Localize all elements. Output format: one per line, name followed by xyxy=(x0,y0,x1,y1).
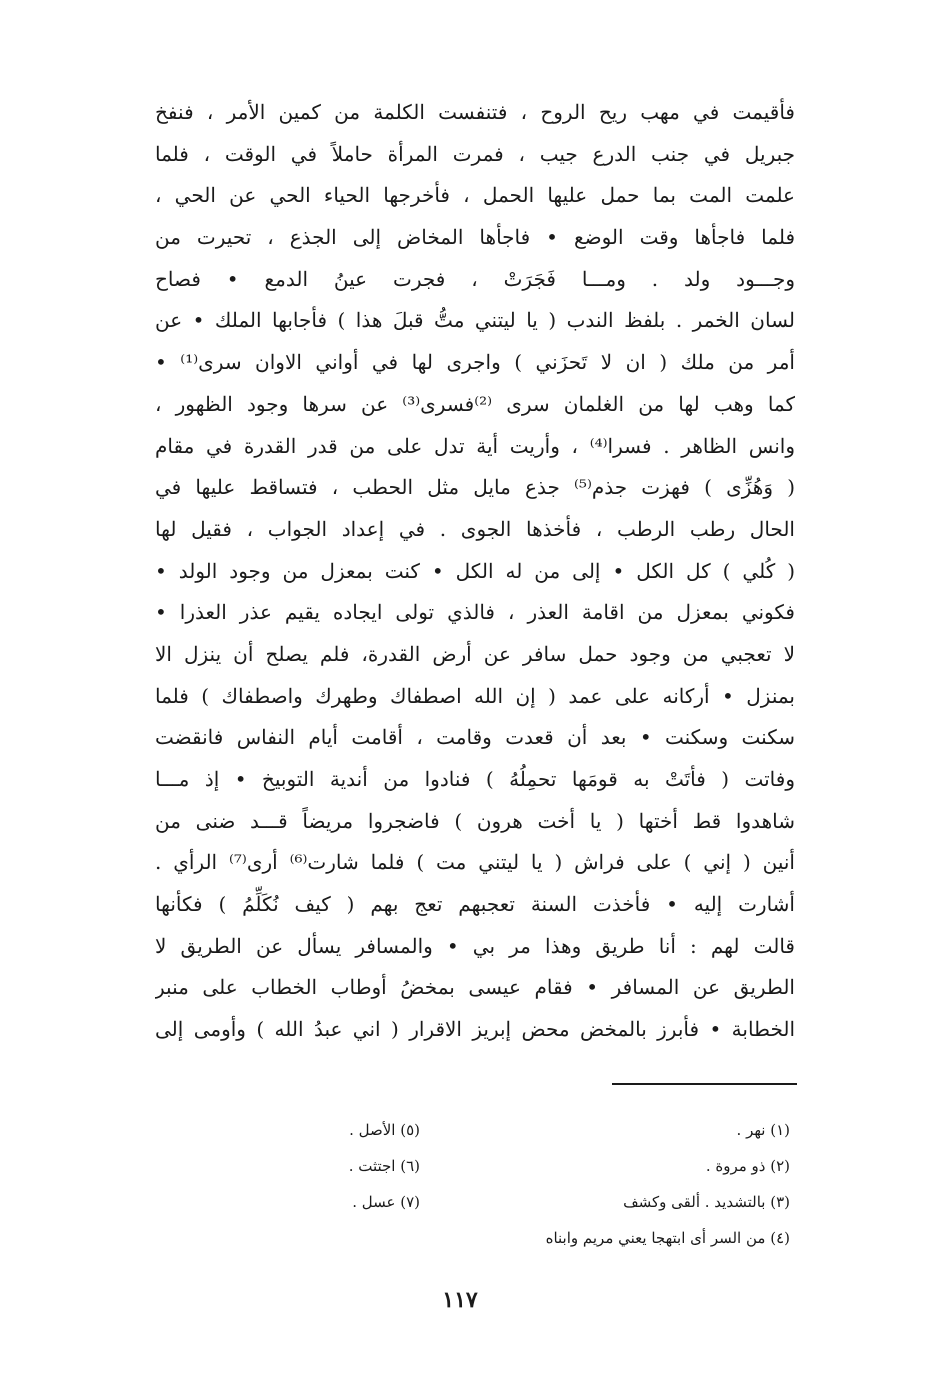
footnote: (٥) الأصل . xyxy=(349,1121,420,1139)
text-line: وانس الظاهر . فسرا⁽⁴⁾ ، وأريت أية تدل على من قدر القدرة في مقام xyxy=(155,433,795,458)
footnote-divider xyxy=(612,1083,797,1085)
footnotes-left-column xyxy=(250,1112,420,1220)
text-line: فكوني بمعزل من اقامة العذر ، فالذي تولى ايجاده يقيم عذر العذرا • xyxy=(155,600,795,625)
footnote: (٧) عسل . xyxy=(352,1193,420,1211)
text-line: ( كُلي ) كل الكل • إلى من له الكل • كنت بمعزل من وجود الولد • xyxy=(155,558,795,583)
footnote: (٢) ذو مروة . xyxy=(705,1157,790,1175)
text-line: فأقيمت في مهب ريح الروح ، فتنفست الكلمة من كمين الأمر ، فنفخ xyxy=(155,100,795,124)
footnote: (٤) من السر أى ابتهجا يعني مريم وابناه xyxy=(545,1229,790,1247)
text-line: شاهدوا قط أختها ( يا أخت هرون ) فاضجروا مريضاً قـــد ضنى من xyxy=(155,808,795,833)
text-line: بمنزل • أركانه على عمد ( إن الله اصطفاك وطهرك واصطفاك ) فلما xyxy=(155,683,795,708)
text-line: كما وهب لها من الغلمان سرى ⁽²⁾فسرى⁽³⁾ عن سرها وجود الظهور ، xyxy=(155,391,795,416)
footnote: (١) نهر . xyxy=(736,1121,790,1139)
text-line: الطريق عن المسافر • فقام عيسى بمخضُ أوطاب الخطاب على منبر xyxy=(155,975,795,1000)
body-text xyxy=(155,92,795,1051)
page-number: ١١٧ xyxy=(442,1287,478,1313)
text-line: فلما فاجأها وقت الوضع • فاجأها المخاض إلى الجذع ، تحيرت من xyxy=(155,225,795,250)
text-line: جبريل في جنب الدرع جيب ، فمرت المرأة حاملاً في الوقت ، فلما xyxy=(155,141,795,166)
text-line: لسان الخمر . بلفظ الندب ( يا ليتني متُّ قبلَ هذا ) فأجابها الملك • عن xyxy=(155,308,795,333)
text-line: لا تعجبي من وجود حمل سافر عن أرض القدرة، فلم يصلح أن ينزل الا xyxy=(155,641,795,666)
text-line: سكنت وسكنت • بعد أن قعدت وقامت ، أقامت أيام النفاس فانقضت xyxy=(155,725,795,750)
footnote: (٣) بالتشديد . ألقى وكشف xyxy=(623,1193,790,1211)
text-line: أنين ( إني ) على فراش ( يا ليتني مت ) فلما شارت⁽⁶⁾ أرى⁽⁷⁾ الرأي . xyxy=(155,850,795,875)
text-line: الحال رطب الرطب ، فأخذها الجوى . في إعداد الجواب ، فقيل لها xyxy=(155,516,795,541)
text-line: قالت لهم : أنا طريق وهذا مر بي • والمسافر يسأل عن الطريق لا xyxy=(155,933,795,958)
text-line: وفاتت ( فأتَتْ به قومَها تحمِلُهُ ) فنادوا من أندية التوبيخ • إذ مـــا xyxy=(155,767,795,791)
text-line: علمت المت بما حمل عليها الحمل ، فأخرجها الحياء الحي عن الحي ، xyxy=(155,183,795,208)
text-line: أشارت إليه • فأخذت السنة تعجبهم تعج بهم ( كيف نُكَلِّمُ ) فكأنها xyxy=(155,892,795,917)
footnotes-right-column xyxy=(480,1112,790,1256)
text-line: ( وَهُزِّى ) فهزت جذم⁽⁵⁾ جذع مايل مثل الحطب ، فتساقط عليها في xyxy=(155,475,795,500)
text-line: الخطابة • فأبرز بالمخض محض إبريز الاقرار ( اني عبدُ الله ) وأومى إلى xyxy=(155,1017,795,1042)
text-line: أمر من ملك ( ان لا تَحزَني ) واجرى لها في أواني الاوان سرى⁽¹⁾ • xyxy=(155,350,795,375)
text-line: وجـــود ولد . ومـــا فَجَرَتْ ، فجرت عينُ الدمع • فصاح xyxy=(155,266,795,291)
footnote: (٦) اجتثت . xyxy=(348,1157,420,1175)
